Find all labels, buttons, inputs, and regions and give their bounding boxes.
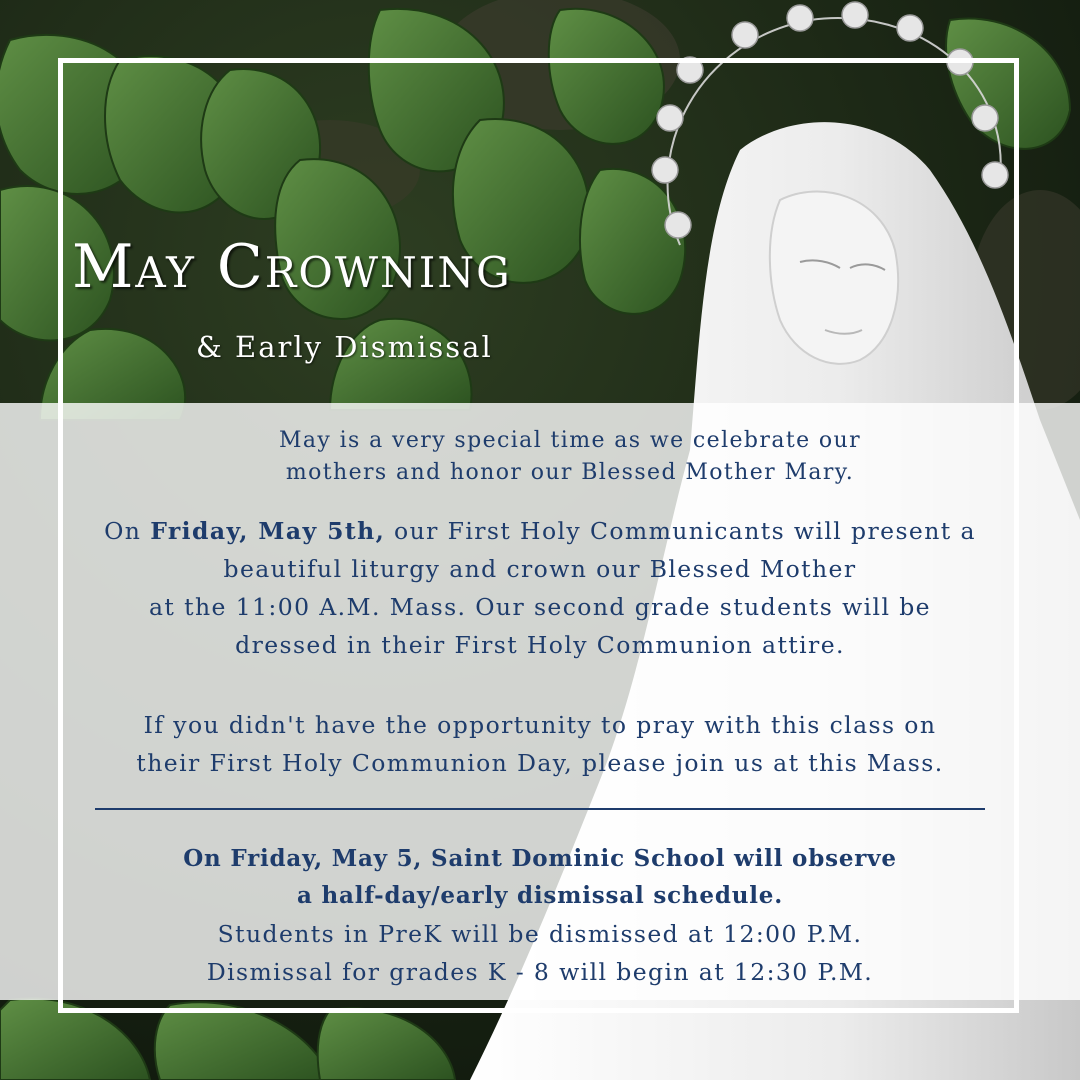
crowning-text: our First Holy Communicants will present a [385, 517, 976, 545]
dismissal-heading-line: On Friday, May 5, Saint Dominic School will observe [183, 845, 897, 872]
invite-line: If you didn't have the opportunity to pray with this class on [143, 711, 937, 739]
crowning-line: at the 11:00 A.M. Mass. Our second grade students will be [149, 593, 931, 621]
crowning-line: dressed in their First Holy Communion attire. [235, 631, 845, 659]
schedule-line: Dismissal for grades K - 8 will begin at 12:30 P.M. [206, 958, 874, 986]
dismissal-schedule [40, 915, 1040, 991]
event-date: Friday, May 5th, [150, 517, 386, 545]
divider [95, 808, 985, 810]
schedule-line: Students in PreK will be dismissed at 12:00 P.M. [217, 920, 863, 948]
invite-paragraph [40, 706, 1040, 782]
intro-paragraph [70, 425, 1070, 489]
invite-line: their First Holy Communion Day, please join us at this Mass. [136, 749, 944, 777]
intro-line: May is a very special time as we celebrate our [278, 428, 862, 453]
subtitle: & Early Dismissal [196, 330, 493, 364]
crowning-paragraph [40, 512, 1040, 664]
dismissal-heading [40, 840, 1040, 914]
intro-line: mothers and honor our Blessed Mother Mary. [285, 460, 855, 485]
page-title: May Crowning [72, 232, 512, 302]
lead-text: On [104, 517, 151, 545]
crowning-line [40, 512, 1040, 550]
dismissal-heading-line: a half-day/early dismissal schedule. [296, 882, 784, 909]
crowning-line: beautiful liturgy and crown our Blessed Mother [223, 555, 857, 583]
